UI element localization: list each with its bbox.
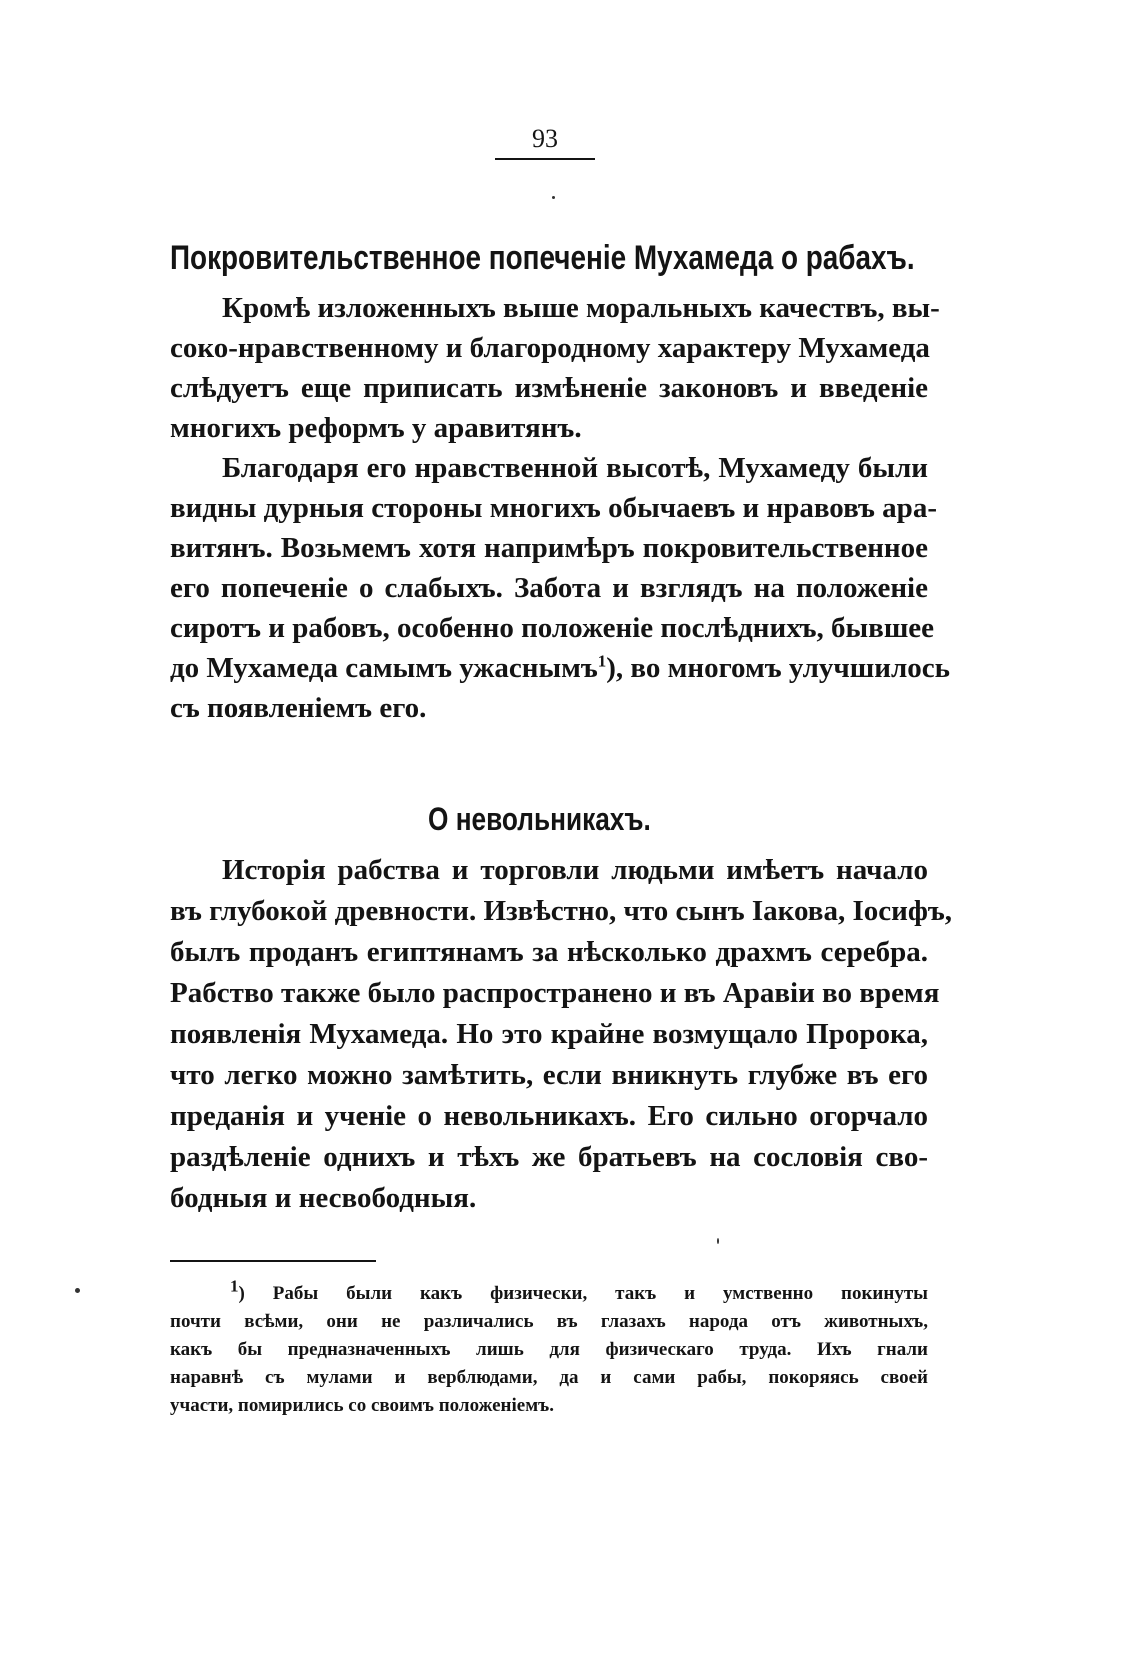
text-line: съ появленіемъ его. — [170, 692, 427, 724]
text-segment: до Мухамеда самымъ ужаснымъ — [170, 652, 598, 684]
text-line: въ глубокой древности. Извѣстно, что сынъ Іакова, Іосифъ, — [170, 895, 953, 927]
text-line: раздѣленіе однихъ и тѣхъ же братьевъ на сословія сво- — [170, 1141, 928, 1173]
text-line: преданія и ученіе о невольникахъ. Его сильно огорчало — [170, 1100, 928, 1132]
text-line: Кромѣ изложенныхъ выше моральныхъ качествъ, вы- — [222, 292, 940, 324]
text-line: слѣдуетъ еще приписать измѣненіе законовъ и введеніе — [170, 372, 928, 404]
text-line: Рабство также было распространено и въ Аравіи во время — [170, 977, 940, 1009]
footnote-ref: 1 — [597, 651, 607, 671]
footnote-line: почти всѣми, они не различались въ глазахъ народа отъ животныхъ, — [170, 1311, 928, 1332]
text-line: что легко можно замѣтить, если вникнуть глубже въ его — [170, 1059, 928, 1091]
footnote-line: участи, помирились со своимъ положеніемъ. — [170, 1395, 554, 1416]
page-number: 93 — [532, 124, 558, 153]
text-line: появленія Мухамеда. Но это крайне возмущало Пророка, — [170, 1018, 928, 1050]
footnote-line: какъ бы предназначенныхъ лишь для физическаго труда. Ихъ гнали — [170, 1339, 928, 1360]
footnote-line: наравнѣ съ мулами и верблюдами, да и сами рабы, покоряясь своей — [170, 1367, 928, 1388]
footnote-mark: 1 — [230, 1276, 239, 1296]
text-line: сиротъ и рабовъ, особенно положеніе послѣднихъ, бывшее — [170, 612, 935, 644]
footnote-line — [230, 1276, 928, 1307]
text-line: бодныя и несвободныя. — [170, 1182, 477, 1214]
text-line-with-note — [170, 650, 950, 686]
scan-speck — [552, 196, 555, 199]
text-line: Исторія рабства и торговли людьми имѣетъ начало — [222, 854, 928, 886]
footnote-text: ) Рабы были какъ физически, такъ и умственно покинуты — [238, 1283, 928, 1304]
text-line: многихъ реформъ у аравитянъ. — [170, 412, 582, 444]
text-line: его попеченіе о слабыхъ. Забота и взглядъ на положеніе — [170, 572, 928, 604]
text-line: Благодаря его нравственной высотѣ, Мухамеду были — [222, 452, 928, 484]
text-line: витянъ. Возьмемъ хотя напримѣръ покровительственное — [170, 532, 928, 564]
scan-speck — [75, 1288, 80, 1293]
section-heading-2: О невольникахъ. — [428, 801, 651, 837]
footnote-rule — [170, 1260, 376, 1262]
text-line: былъ проданъ египтянамъ за нѣсколько драхмъ серебра. — [170, 936, 928, 968]
scan-speck — [717, 1238, 719, 1244]
text-line: соко-нравственному и благородному характеру Мухамеда — [170, 332, 930, 364]
text-line: видны дурныя стороны многихъ обычаевъ и нравовъ ара- — [170, 492, 937, 524]
text-segment: ), во многомъ улучшилось — [606, 652, 950, 684]
section-heading-1: Покровительственное попеченіе Мухамеда о рабахъ. — [170, 239, 915, 277]
page-number-rule — [495, 158, 595, 160]
